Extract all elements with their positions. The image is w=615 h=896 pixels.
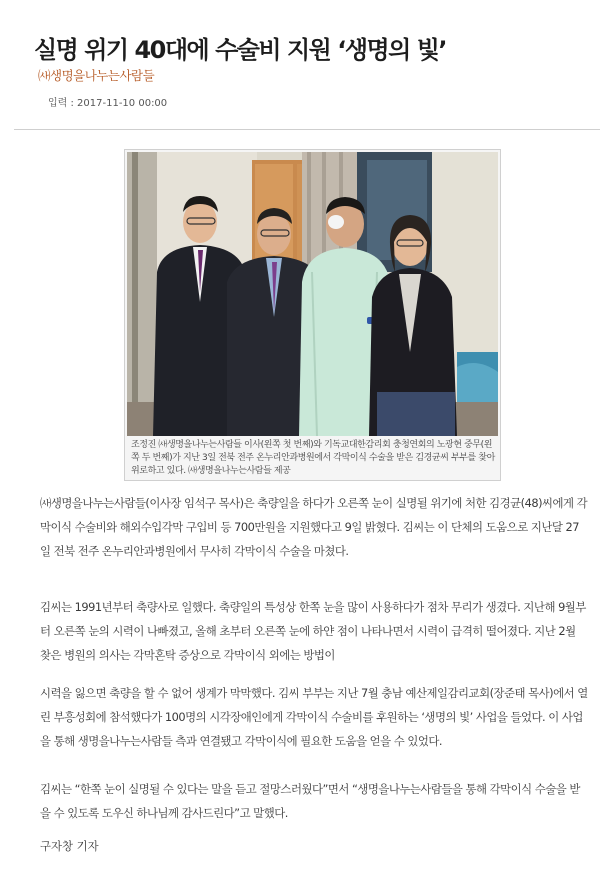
hospital-photo (127, 152, 498, 436)
photo-caption: 조정진 ㈔생명을나누는사람들 이사(왼쪽 첫 번째)와 기독교대한감리회 충청연회의 노광현 중무(왼쪽 두 번째)가 지난 3일 전북 전주 온누리안과병원에서 각막이식 수술을 받은 김경균씨 부부를 찾아 위로하고 있다. ㈔생명을나누는사람들 제공 (131, 440, 495, 476)
article-source: ㈔생명을나누는사람들 (38, 68, 155, 83)
article-reporter: 구자창 기자 (40, 839, 99, 853)
article-photo (127, 152, 498, 436)
header-divider (14, 129, 600, 130)
article-paragraph-4: 김씨는 “한쪽 눈이 실명될 수 있다는 말을 듣고 절망스러웠다”면서 “생명을나누는사람들을 통해 각막이식 수술을 받을 수 있도록 도우신 하나님께 감사드린다”고 말했다. (40, 782, 580, 820)
article-paragraph-2: 김씨는 1991년부터 축량사로 일했다. 축량일의 특성상 한쪽 눈을 많이 사용하다가 점차 무리가 생겼다. 지난해 9월부터 오른쪽 눈의 시력이 나빠졌고, 올해 초부터 오른쪽 눈에 하얀 점이 나타나면서 시력이 급격히 떨어졌다. 지난 2월 찾은 병원의 의사는 각막혼탁 증상으로 각막이식 외에는 방법이 (40, 600, 586, 662)
article-figure (124, 149, 501, 481)
article-paragraph-1: ㈔생명을나누는사람들(이사장 임석구 목사)은 축량일을 하다가 오른쪽 눈이 실명될 위기에 처한 김경균(48)씨에게 각막이식 수술비와 해외수입각막 구입비 등 700만원을 지원했다고 9일 밝혔다. 김씨는 이 단체의 도움으로 지난달 27일 전북 전주 온누리안과병원에서 무사히 각막이식 수술을 마쳤다. (40, 496, 588, 558)
article-date: 입력 : 2017-11-10 00:00 (48, 98, 168, 109)
article-paragraph-3: 시력을 잃으면 축량을 할 수 없어 생계가 막막했다. 김씨 부부는 지난 7월 충남 예산제일감리교회(장준태 목사)에서 열린 부흥성회에 참석했다가 100명의 시각장애인에게 각막이식 수술비를 후원하는 ‘생명의 빛’ 사업을 들었다. 이 사업을 통해 생명을나누는사람들 측과 연결됐고 각막이식에 필요한 도움을 얻을 수 있었다. (40, 686, 588, 748)
article-title: 실명 위기 40대에 수술비 지원 ‘생명의 빛’ (34, 36, 447, 64)
